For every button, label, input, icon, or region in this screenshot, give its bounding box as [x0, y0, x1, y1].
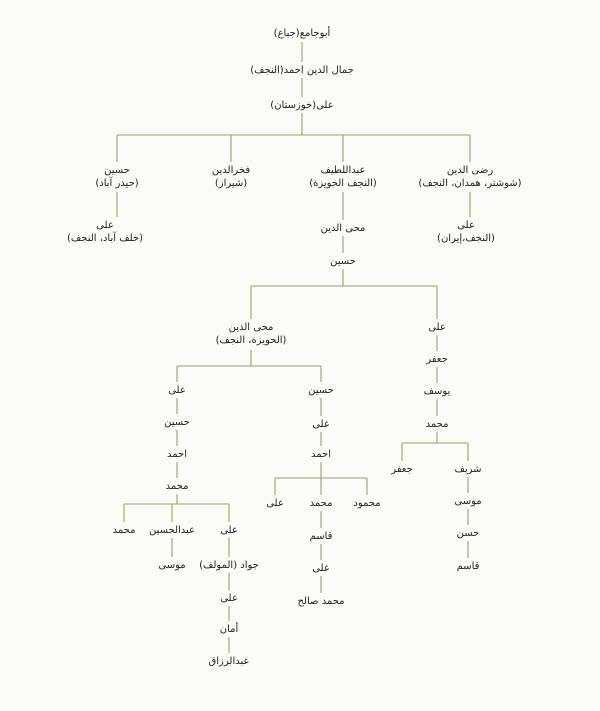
node-ali-middle: علی — [312, 419, 330, 430]
node-ali-iran: علی (النجف،إيران) — [437, 220, 495, 244]
node-jafar-right: جعفر — [426, 354, 448, 365]
node-muhyi-al-din-hawiza: محی الدين (الحويزة، النجف) — [215, 322, 287, 346]
node-root: أبوجامع(جباع) — [273, 28, 331, 39]
node-ahmad-left: احمد — [167, 449, 187, 460]
node-jafar-bottom: جعفر — [391, 464, 413, 475]
node-hasan: حسن — [456, 528, 480, 539]
node-abd-al-latif: عبداللطيف (النجف الحويزة) — [309, 165, 377, 189]
node-ali-left: علی — [168, 385, 186, 396]
node-husayn-hyderabad: حسين (حيدر آباد) — [95, 165, 139, 189]
node-muhammad-middle: محمد — [309, 498, 333, 509]
node-muhammad-left: محمد — [165, 481, 189, 492]
node-muhyi-al-din: محی الدين — [320, 223, 366, 234]
node-muhammad-lower-left: محمد — [112, 525, 136, 536]
node-ali-middle-2: علی — [266, 498, 284, 509]
node-musa-right: موسی — [454, 496, 482, 507]
node-jamal-al-din-ahmad: جمال الدين احمد(النجف) — [250, 65, 354, 76]
node-abd-al-razzaq: عبدالرزاق — [208, 656, 250, 667]
node-husayn: حسين — [330, 256, 356, 267]
node-muhammad-salih: محمد صالح — [297, 596, 345, 607]
node-mahmud: محمود — [353, 498, 381, 509]
node-husayn-middle: حسين — [308, 385, 334, 396]
node-husayn-left: حسين — [164, 417, 190, 428]
node-musa-left: موسی — [158, 560, 186, 571]
node-ali-lower-left: علی — [220, 525, 238, 536]
node-yusuf: يوسف — [423, 386, 451, 397]
node-ali-khalafabad: علی (خلف آباد، النجف) — [67, 220, 143, 244]
node-muhammad-right: محمد — [425, 419, 449, 430]
node-aman: أمان — [219, 624, 239, 635]
node-sharif: شريف — [454, 464, 482, 475]
node-jawad-author: جواد (المولف) — [199, 560, 259, 571]
node-qasim-middle: قاسم — [309, 531, 333, 542]
node-radi-al-din: رضی الدين (شوشتر، همدان، النجف) — [418, 165, 522, 189]
node-ali-middle-3: علی — [312, 563, 330, 574]
node-ali-lower-left-2: علی — [220, 593, 238, 604]
node-ali-right: علی — [428, 322, 446, 333]
node-ahmad-middle: احمد — [311, 449, 331, 460]
node-ali-khuzestan: علی(خوزستان) — [270, 100, 334, 111]
node-qasim-right: قاسم — [456, 561, 480, 572]
node-fakhr-al-din: فخرالدين (شيراز) — [211, 165, 251, 189]
node-abd-al-husayn: عبدالحسين — [148, 525, 196, 536]
